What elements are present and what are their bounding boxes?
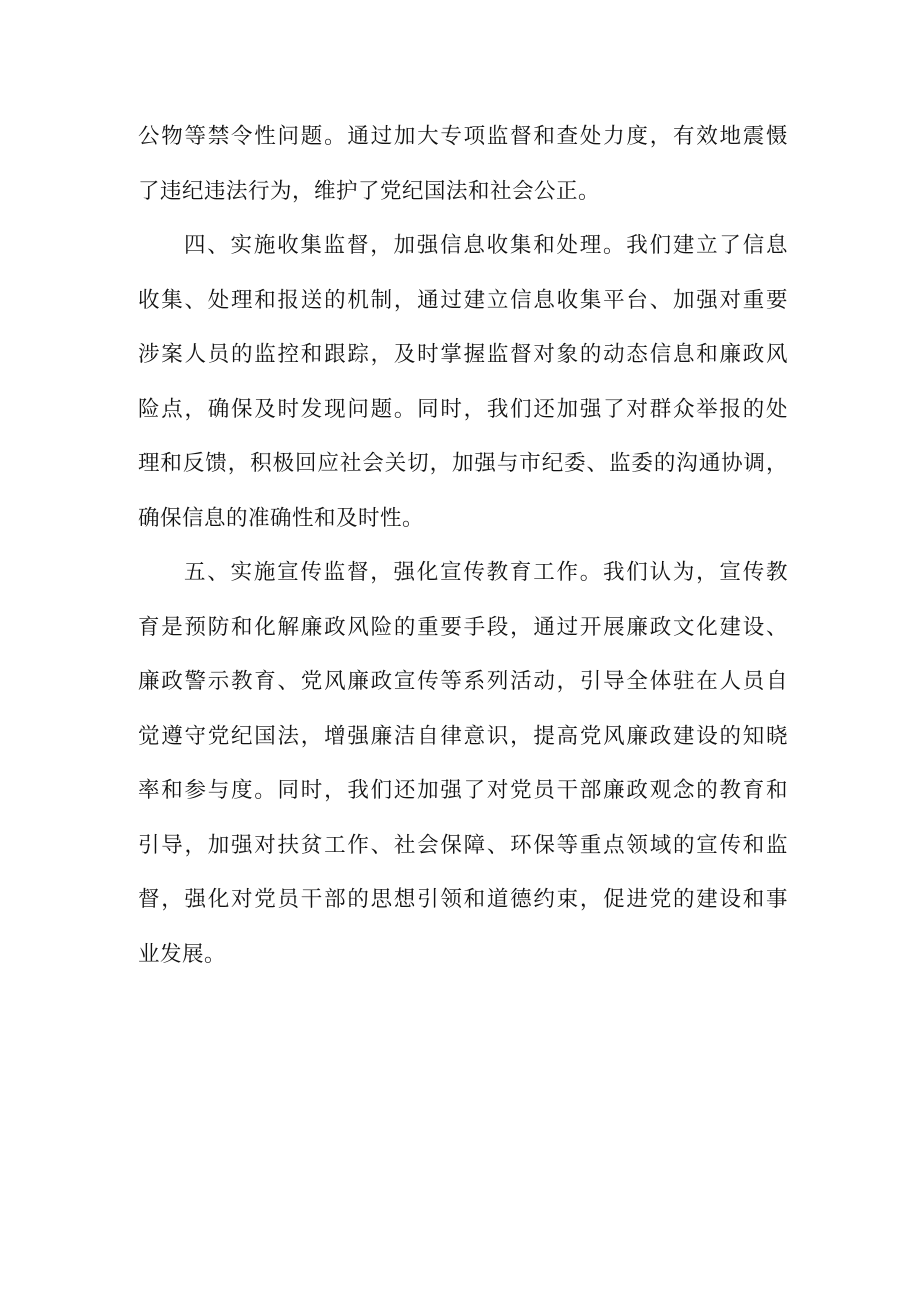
paragraph-line: 觉遵守党纪国法，增强廉洁自律意识，提高党风廉政建设的知晓 [138, 723, 788, 749]
paragraph-line: 收集、处理和报送的机制，通过建立信息收集平台、加强对重要 [138, 287, 788, 313]
paragraph-line: 理和反馈，积极回应社会关切，加强与市纪委、监委的沟通协调， [138, 451, 788, 476]
paragraph-line: 率和参与度。同时，我们还加强了对党员干部廉政观念的教育和 [138, 778, 788, 803]
paragraph-continuation [138, 116, 788, 225]
document-body [138, 116, 788, 988]
paragraph-line: 公物等禁令性问题。通过加大专项监督和查处力度，有效地震慑 [138, 124, 788, 149]
paragraph-line: 廉政警示教育、党风廉政宣传等系列活动，引导全体驻在人员自 [138, 669, 788, 694]
paragraph-line: 险点，确保及时发现问题。同时，我们还加强了对群众举报的处 [138, 396, 788, 422]
paragraph-line: 确保信息的准确性和及时性。 [138, 505, 425, 531]
paragraph-section-four [138, 225, 788, 552]
paragraph-line: 五、实施宣传监督，强化宣传教育工作。我们认为，宣传教 [184, 560, 788, 585]
paragraph-line: 了违纪违法行为，维护了党纪国法和社会公正。 [138, 178, 601, 204]
paragraph-line: 督，强化对党员干部的思想引领和道德约束，促进党的建设和事 [138, 887, 788, 912]
paragraph-section-five [138, 552, 788, 988]
paragraph-line: 四、实施收集监督，加强信息收集和处理。我们建立了信息 [184, 233, 788, 258]
paragraph-line: 育是预防和化解廉政风险的重要手段，通过开展廉政文化建设、 [138, 614, 788, 640]
paragraph-line: 业发展。 [138, 941, 227, 967]
paragraph-line: 引导，加强对扶贫工作、社会保障、环保等重点领域的宣传和监 [138, 832, 788, 858]
paragraph-line: 涉案人员的监控和跟踪，及时掌握监督对象的动态信息和廉政风 [138, 342, 788, 367]
